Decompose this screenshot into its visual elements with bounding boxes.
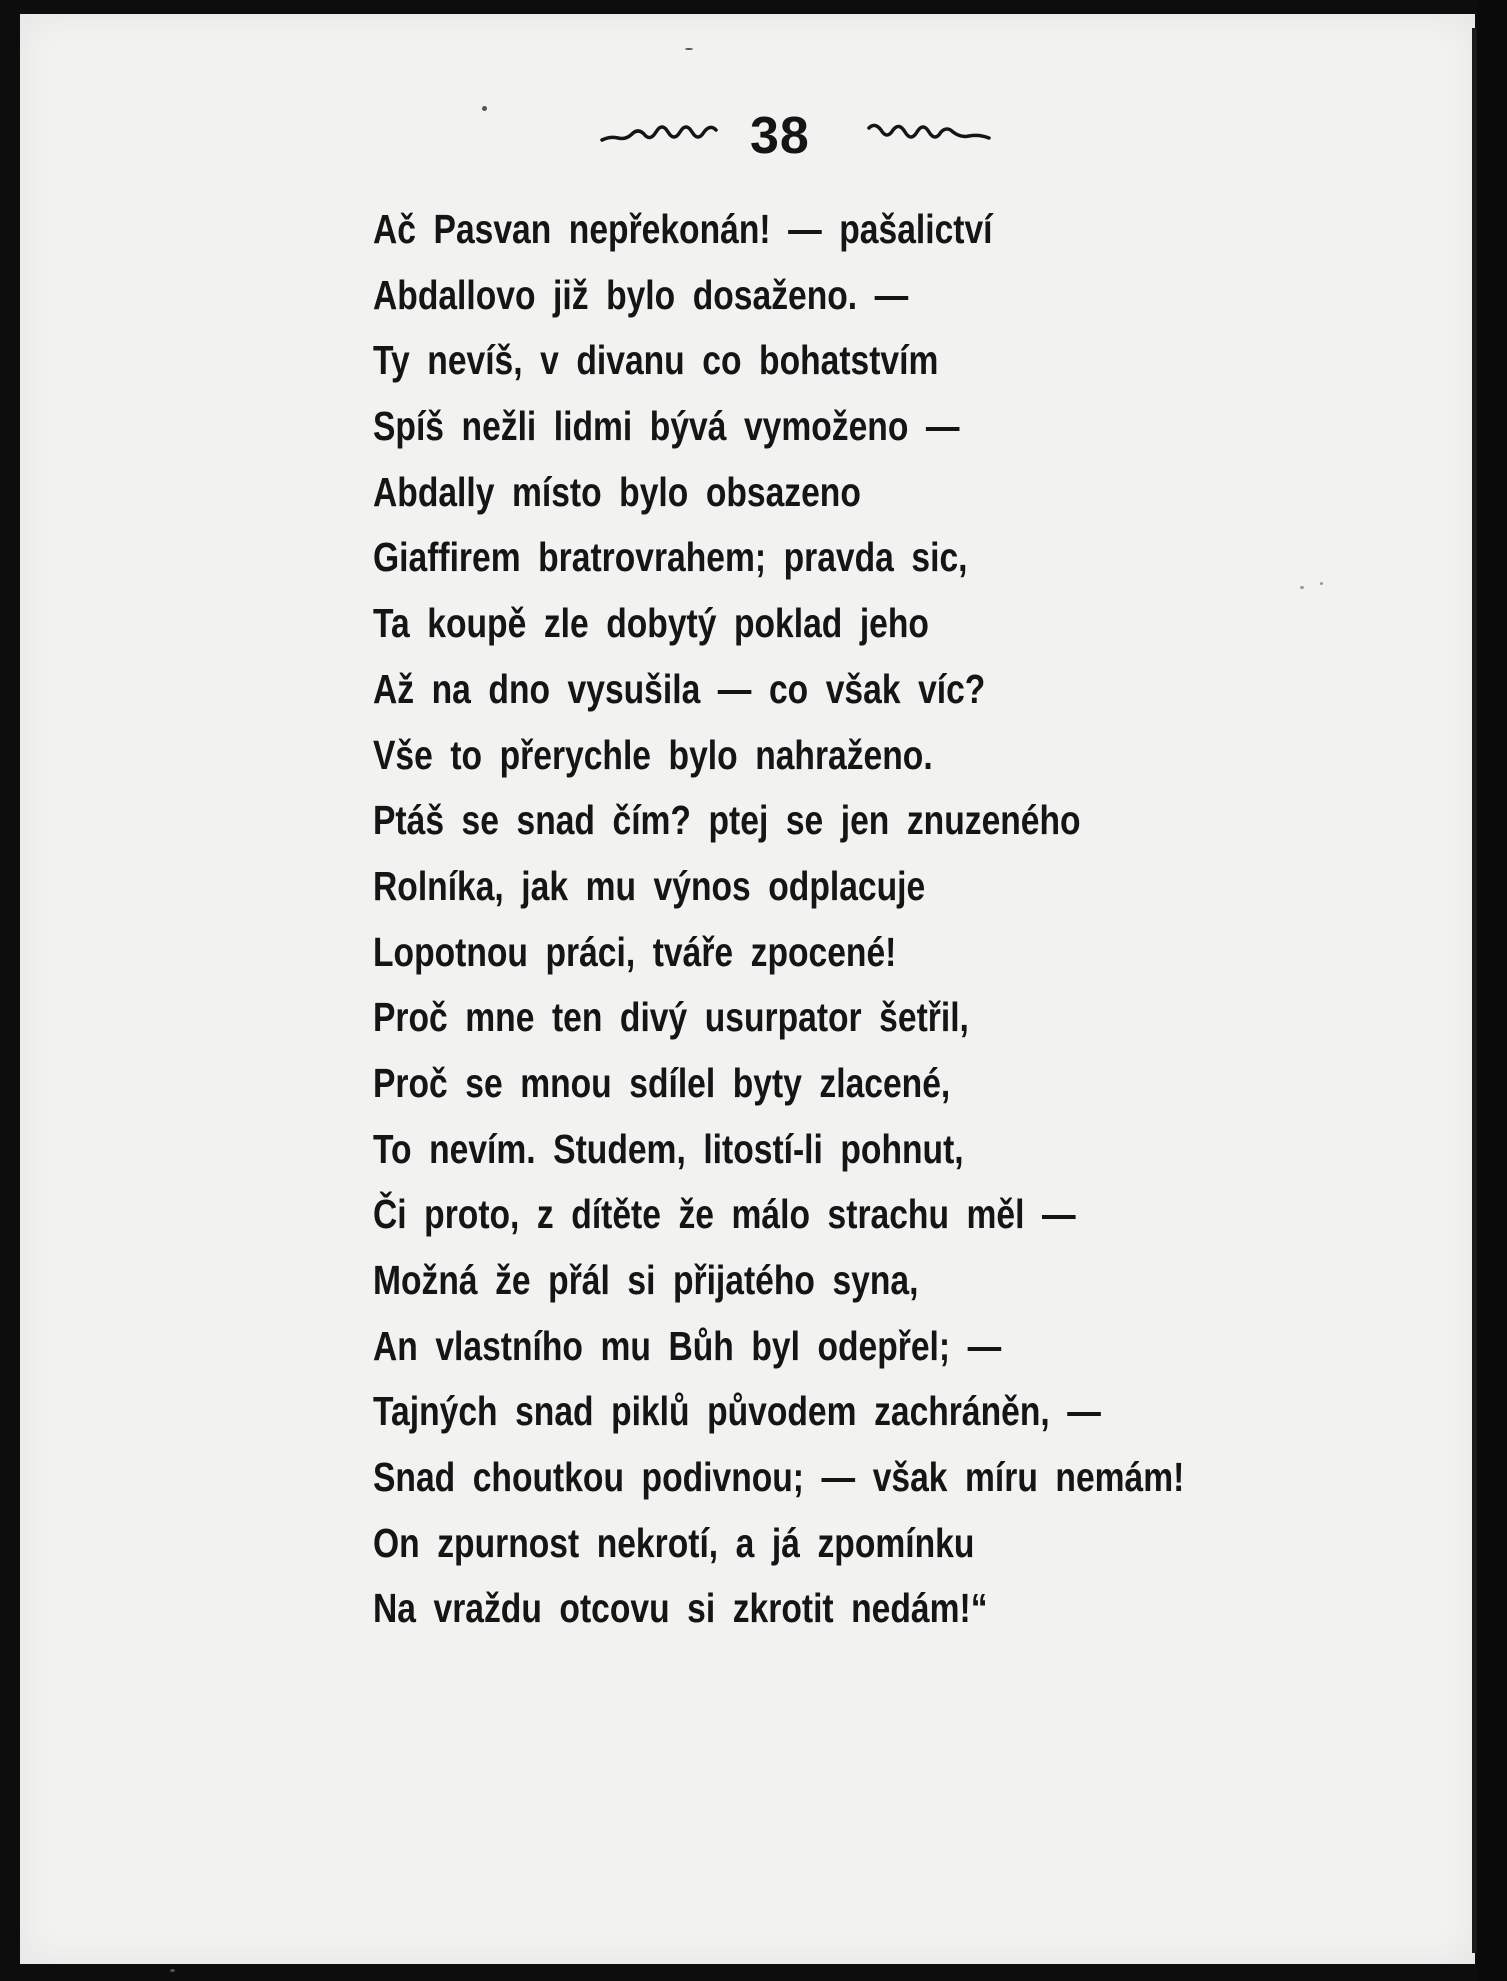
ink-speck <box>170 1969 175 1972</box>
poem-line: Proč mne ten divý usurpator šetřil, <box>373 994 969 1041</box>
poem-line: Snad choutkou podivnou; — však míru nemám! <box>373 1454 1185 1501</box>
poem-line: Možná že přál si přijatého syna, <box>373 1257 919 1303</box>
poem-line: Tajných snad piklů původem zachráněn, — <box>373 1388 1101 1435</box>
poem-line: Giaffirem bratrovrahem; pravda sic, <box>373 534 968 581</box>
wave-ornament-right-icon <box>865 118 1005 148</box>
poem-line: Ač Pasvan nepřekonán! — pašalictví <box>373 206 993 252</box>
scan-border <box>1477 0 1507 1981</box>
poem-line: Ty nevíš, v divanu co bohatstvím <box>373 337 939 384</box>
poem-line: On zpurnost nekrotí, a já zpomínku <box>373 1519 975 1566</box>
poem-line: Proč se mnou sdílel byty zlacené, <box>373 1059 951 1106</box>
ink-speck <box>482 106 487 111</box>
ink-speck <box>685 48 693 50</box>
poem-line: An vlastního mu Bůh byl odepřel; — <box>373 1322 1002 1369</box>
poem-text <box>373 197 1453 1642</box>
ink-speck <box>1300 586 1304 589</box>
book-page <box>20 14 1475 1964</box>
poem-line: Vše to přerychle bylo nahraženo. <box>373 731 933 778</box>
poem-line: Až na dno vysušila — co však víc? <box>373 665 986 712</box>
poem-line: To nevím. Studem, litostí-li pohnut, <box>373 1125 964 1172</box>
wave-ornament-left-icon <box>600 118 740 148</box>
poem-line: Ta koupě zle dobytý poklad jeho <box>373 600 929 647</box>
poem-line: Na vraždu otcovu si zkrotit nedám!“ <box>373 1585 988 1632</box>
poem-line: Či proto, z dítěte že málo strachu měl — <box>373 1191 1076 1238</box>
poem-line: Abdallovo již bylo dosaženo. — <box>373 271 909 318</box>
page-header <box>20 106 1475 166</box>
ink-speck <box>1320 582 1323 585</box>
page-number: 38 <box>750 107 810 165</box>
poem-line: Rolníka, jak mu výnos odplacuje <box>373 862 926 909</box>
poem-line: Lopotnou práci, tváře zpocené! <box>373 928 897 975</box>
poem-line: Ptáš se snad čím? ptej se jen znuzeného <box>373 797 1081 844</box>
poem-line: Spíš nežli lidmi bývá vymoženo — <box>373 403 960 450</box>
poem-line: Abdally místo bylo obsazeno <box>373 468 861 515</box>
